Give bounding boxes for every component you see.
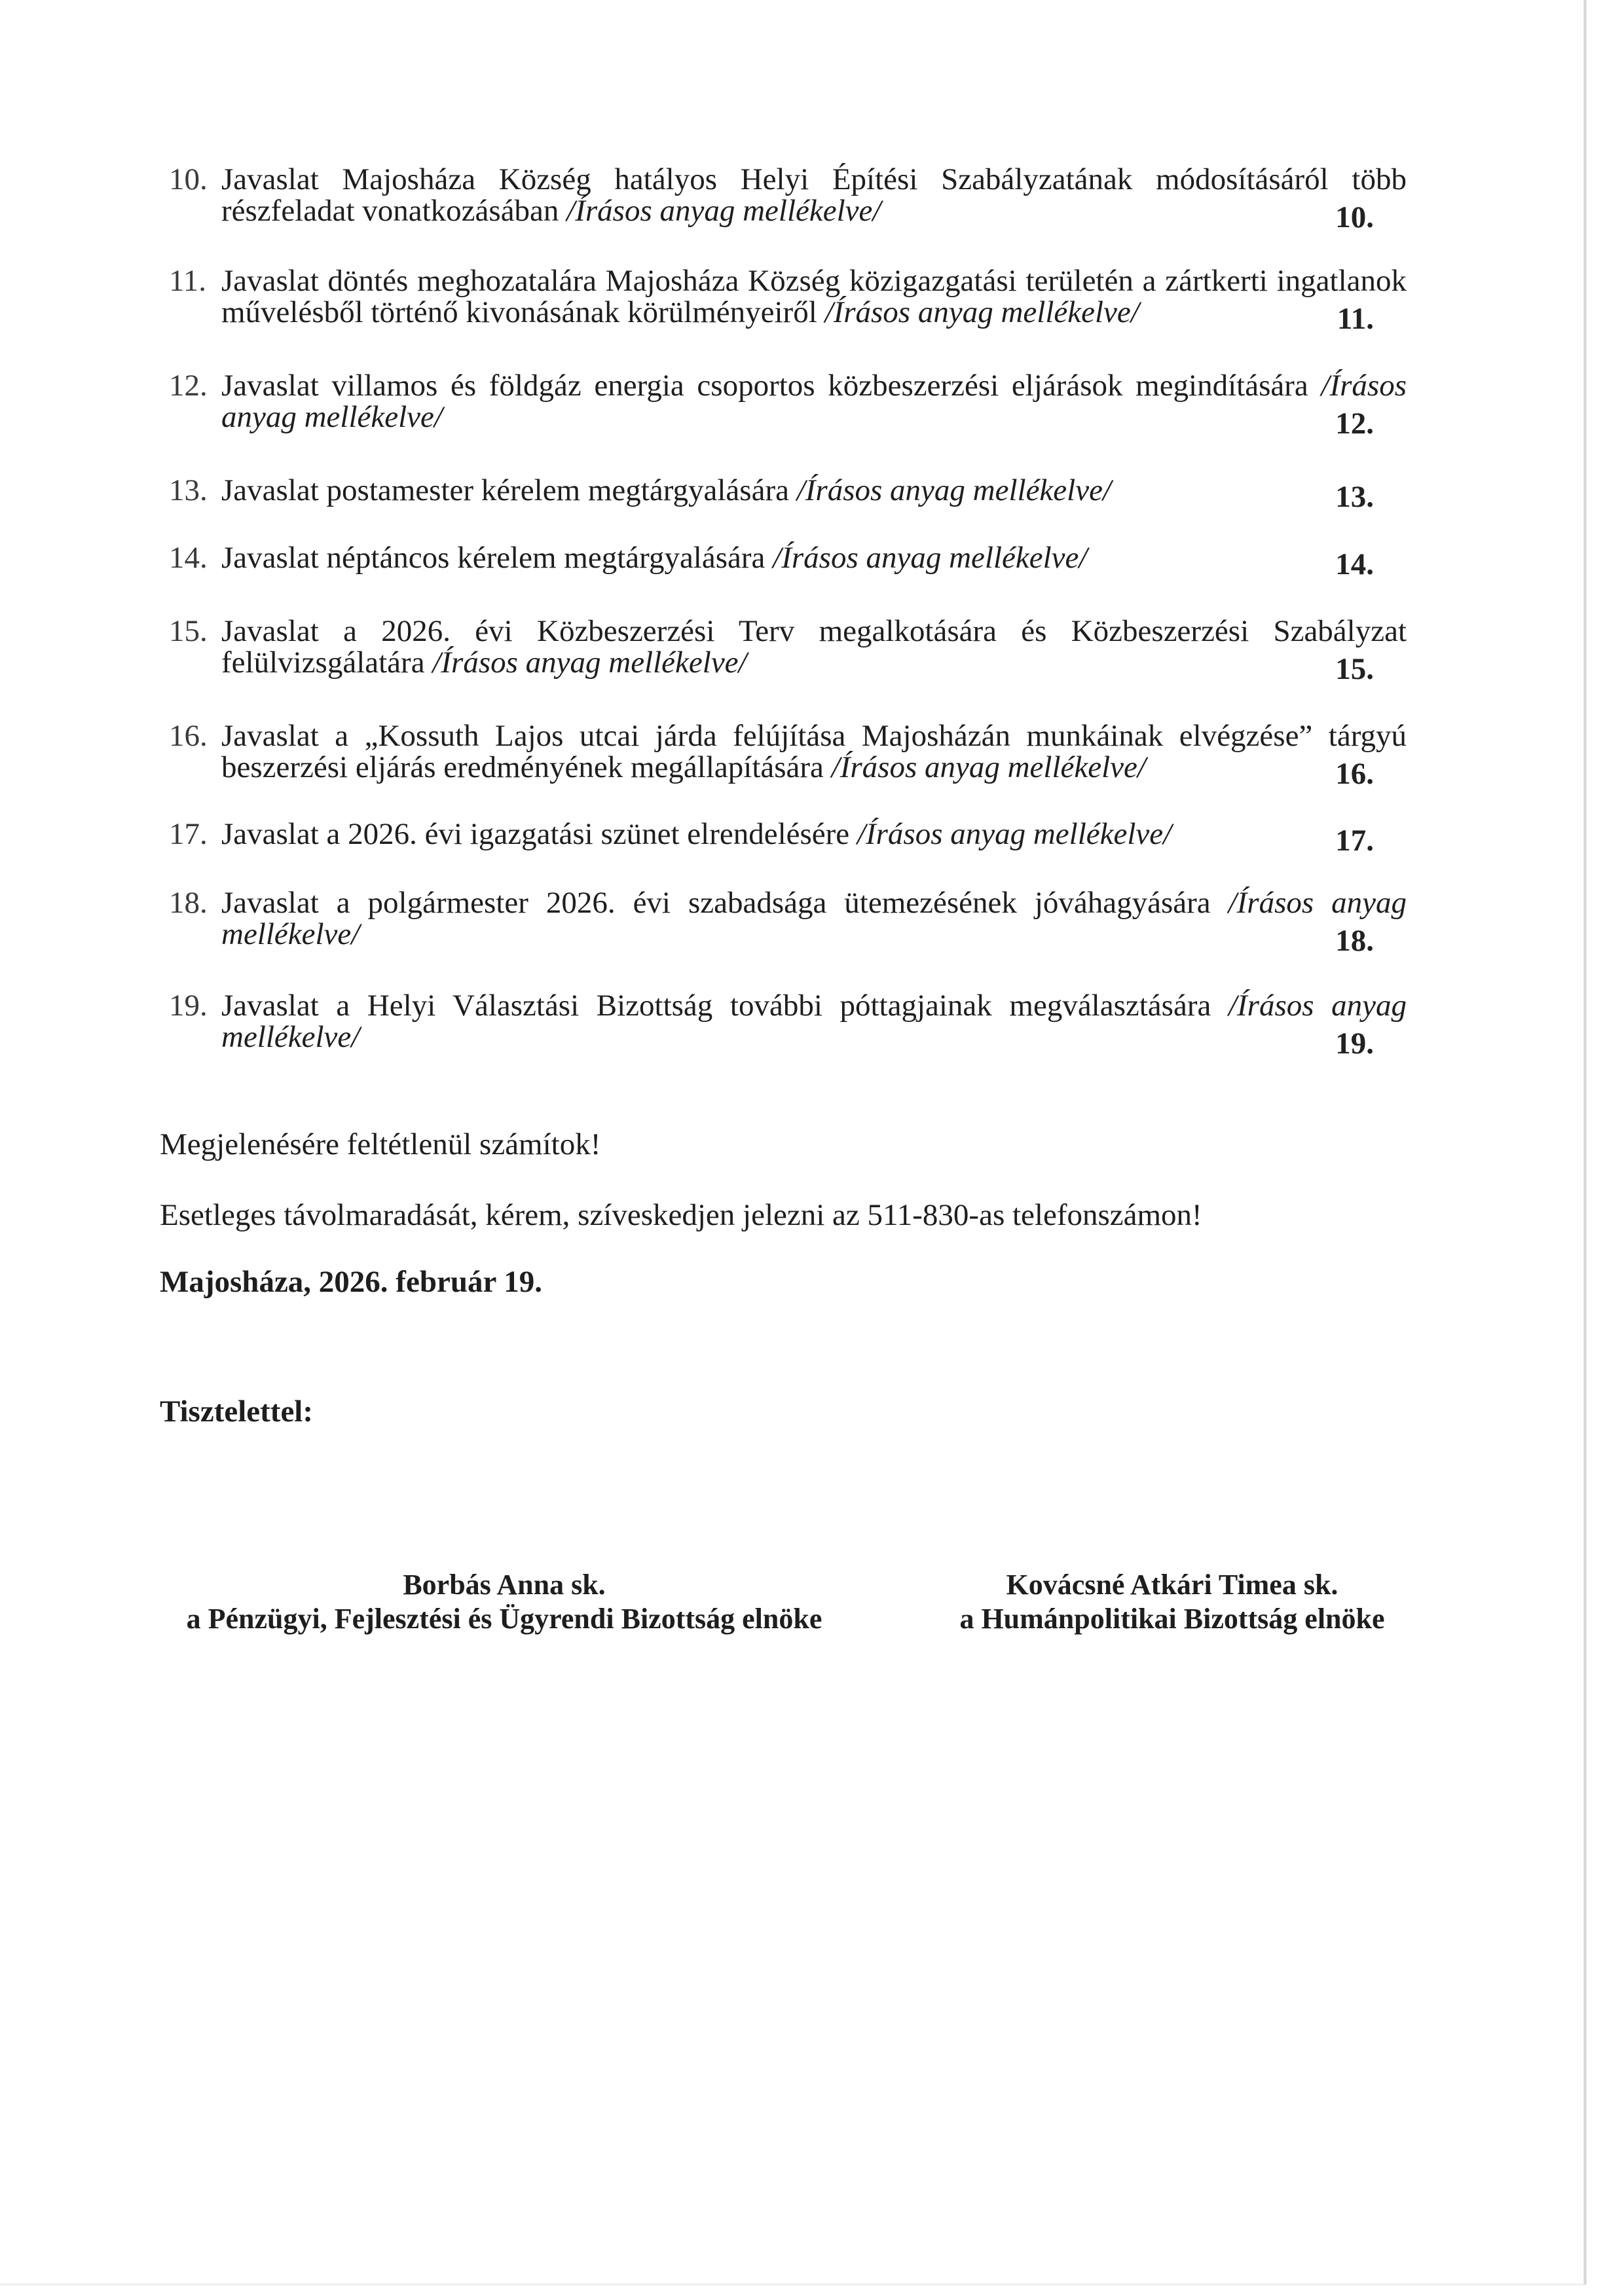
item-attachment-note: /Írásos anyag mellékelve/ (221, 369, 1407, 434)
item-page-number: 16. (1335, 757, 1374, 791)
item-attachment-note: /Írásos anyag mellékelve/ (824, 295, 1139, 329)
item-page-number: 19. (1335, 1027, 1374, 1061)
item-text: Javaslat a Helyi Választási Bizottság további póttagjainak megválasztására (221, 989, 1228, 1023)
item-text: Javaslat a 2026. évi igazgatási szünet elrendelésére (221, 817, 857, 851)
absence-notice: Esetleges távolmaradását, kérem, szíveskedjen jelezni az 511-830-as telefonszámon! (160, 1198, 1202, 1232)
item-text: Javaslat a polgármester 2026. évi szabadsága ütemezésének jóváhagyására (221, 886, 1228, 920)
item-page-number: 18. (1335, 924, 1374, 958)
item-page-number: 10. (1335, 200, 1374, 234)
item-text: Javaslat postamester kérelem megtárgyalására (221, 473, 797, 507)
item-number: 14. (169, 541, 208, 575)
item-text: Javaslat néptáncos kérelem megtárgyalására (221, 541, 773, 575)
place-and-date: Majosháza, 2026. február 19. (160, 1265, 542, 1299)
greeting: Tisztelettel: (160, 1394, 314, 1429)
item-attachment-note: /Írásos anyag mellékelve/ (566, 194, 881, 228)
item-page-number: 14. (1335, 547, 1374, 581)
signatory-name: Borbás Anna sk. (403, 1569, 606, 1601)
item-attachment-note: /Írásos anyag mellékelve/ (857, 817, 1172, 851)
item-page-number: 12. (1335, 407, 1374, 441)
item-text: Javaslat döntés meghozatalára Majosháza Község közigazgatási területén a zártkerti ingatlanok művelésből történő kivonásának körülményeiről (221, 264, 1407, 329)
item-attachment-note: /Írásos anyag mellékelve/ (432, 646, 747, 680)
item-text: Javaslat villamos és földgáz energia csoportos közbeszerzési eljárások megindítására (221, 369, 1321, 403)
item-number: 13. (169, 473, 208, 507)
agenda-item (169, 264, 1413, 336)
item-page-number: 11. (1337, 302, 1374, 336)
item-number: 11. (169, 264, 207, 298)
attendance-request: Megjelenésére feltétlenül számítok! (160, 1127, 601, 1161)
item-number: 10. (169, 162, 208, 196)
item-number: 12. (169, 369, 208, 403)
item-number: 18. (169, 886, 208, 920)
scan-edge-line (1583, 0, 1587, 2285)
signatory-title: a Humánpolitikai Bizottság elnöke (959, 1603, 1385, 1635)
item-attachment-note: /Írásos anyag mellékelve/ (796, 473, 1111, 507)
agenda-item (169, 719, 1413, 791)
item-text: Javaslat a 2026. évi Közbeszerzési Terv megalkotására és Közbeszerzési Szabályzat felülvizsgálatára (221, 614, 1407, 680)
agenda-item (169, 162, 1413, 234)
item-attachment-note: /Írásos anyag mellékelve/ (773, 541, 1088, 575)
item-text: Javaslat a „Kossuth Lajos utcai járda felújítása Majosházán munkáinak elvégzése” tárgyú beszerzési eljárás eredményének megállapítására (221, 719, 1407, 784)
item-attachment-note: /Írásos anyag mellékelve/ (831, 750, 1146, 784)
signatory-name: Kovácsné Atkári Timea sk. (1006, 1569, 1338, 1601)
item-number: 17. (169, 817, 208, 851)
scan-edge-line (0, 2284, 1585, 2286)
agenda-item (169, 541, 1413, 581)
agenda-item (169, 817, 1413, 858)
signature-block (157, 1568, 851, 1636)
signature-block (923, 1568, 1421, 1636)
agenda-item (169, 473, 1413, 514)
item-page-number: 17. (1335, 824, 1374, 858)
item-number: 15. (169, 614, 208, 648)
item-page-number: 15. (1335, 652, 1374, 686)
agenda-item (169, 989, 1413, 1061)
item-page-number: 13. (1335, 480, 1374, 514)
item-number: 16. (169, 719, 208, 753)
item-attachment-note: /Írásos anyag mellékelve/ (221, 886, 1407, 951)
item-attachment-note: /Írásos anyag mellékelve/ (221, 989, 1407, 1054)
agenda-item (169, 886, 1413, 958)
agenda-item (169, 614, 1413, 686)
signatory-title: a Pénzügyi, Fejlesztési és Ügyrendi Bizottság elnöke (186, 1603, 822, 1635)
item-text: Javaslat Majosháza Község hatályos Helyi Építési Szabályzatának módosításáról több részfeladat vonatkozásában (221, 162, 1407, 228)
item-number: 19. (169, 989, 208, 1023)
agenda-item (169, 369, 1413, 441)
